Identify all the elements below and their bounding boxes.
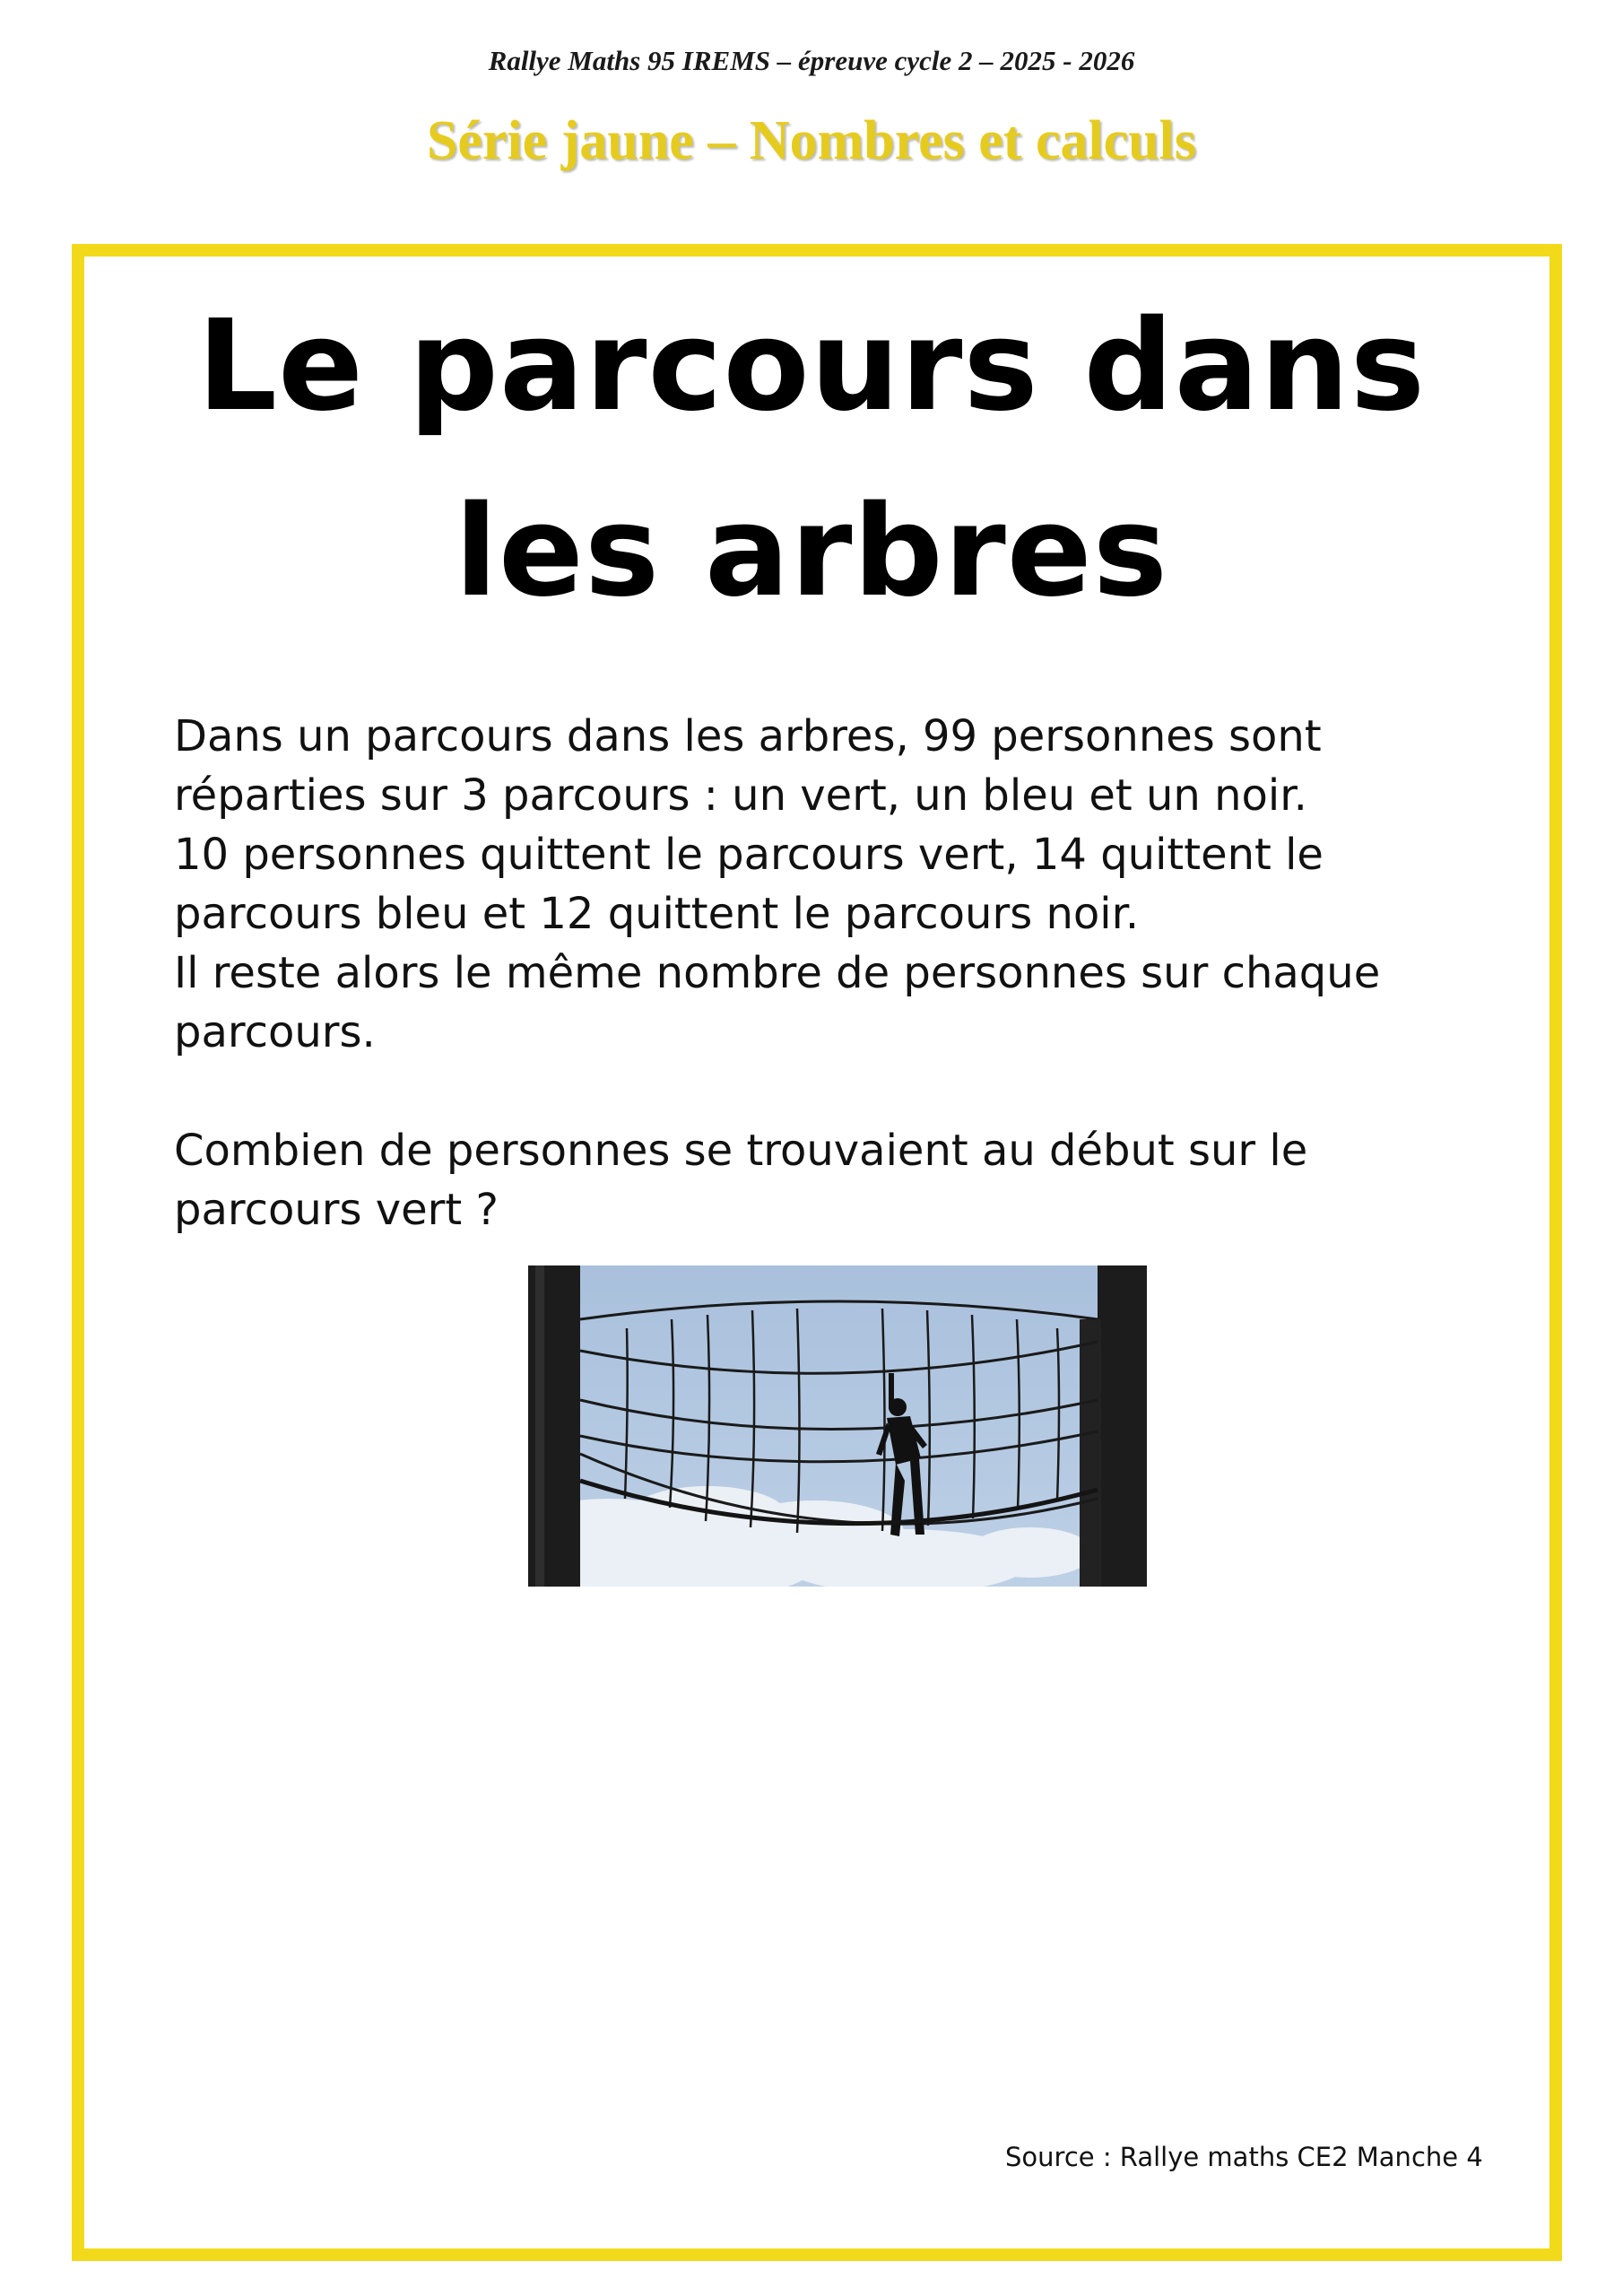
title-line-2: les arbres bbox=[454, 479, 1169, 626]
document-header: Rallye Maths 95 IREMS – épreuve cycle 2 – 2025 - 2026 bbox=[488, 45, 1135, 76]
question-line: Combien de personnes se trouvaient au début sur le bbox=[174, 1126, 1308, 1176]
statement-line: parcours. bbox=[174, 1007, 376, 1057]
page-title bbox=[0, 274, 1623, 645]
series-title: Série jaune – Nombres et calculs bbox=[426, 110, 1197, 171]
source-credit: Source : Rallye maths CE2 Manche 4 bbox=[1005, 2142, 1483, 2172]
question-line: parcours vert ? bbox=[174, 1185, 499, 1235]
statement-line: parcours bleu et 12 quittent le parcours noir. bbox=[174, 889, 1140, 939]
rope-bridge-photo bbox=[528, 1265, 1147, 1587]
problem-text bbox=[174, 707, 1429, 1239]
statement-line: Il reste alors le même nombre de personnes sur chaque bbox=[174, 948, 1381, 998]
statement-line: réparties sur 3 parcours : un vert, un bleu et un noir. bbox=[174, 770, 1307, 821]
statement-line: Dans un parcours dans les arbres, 99 personnes sont bbox=[174, 711, 1322, 761]
statement-line: 10 personnes quittent le parcours vert, 14 quittent le bbox=[174, 830, 1324, 880]
title-line-1: Le parcours dans bbox=[196, 293, 1427, 439]
